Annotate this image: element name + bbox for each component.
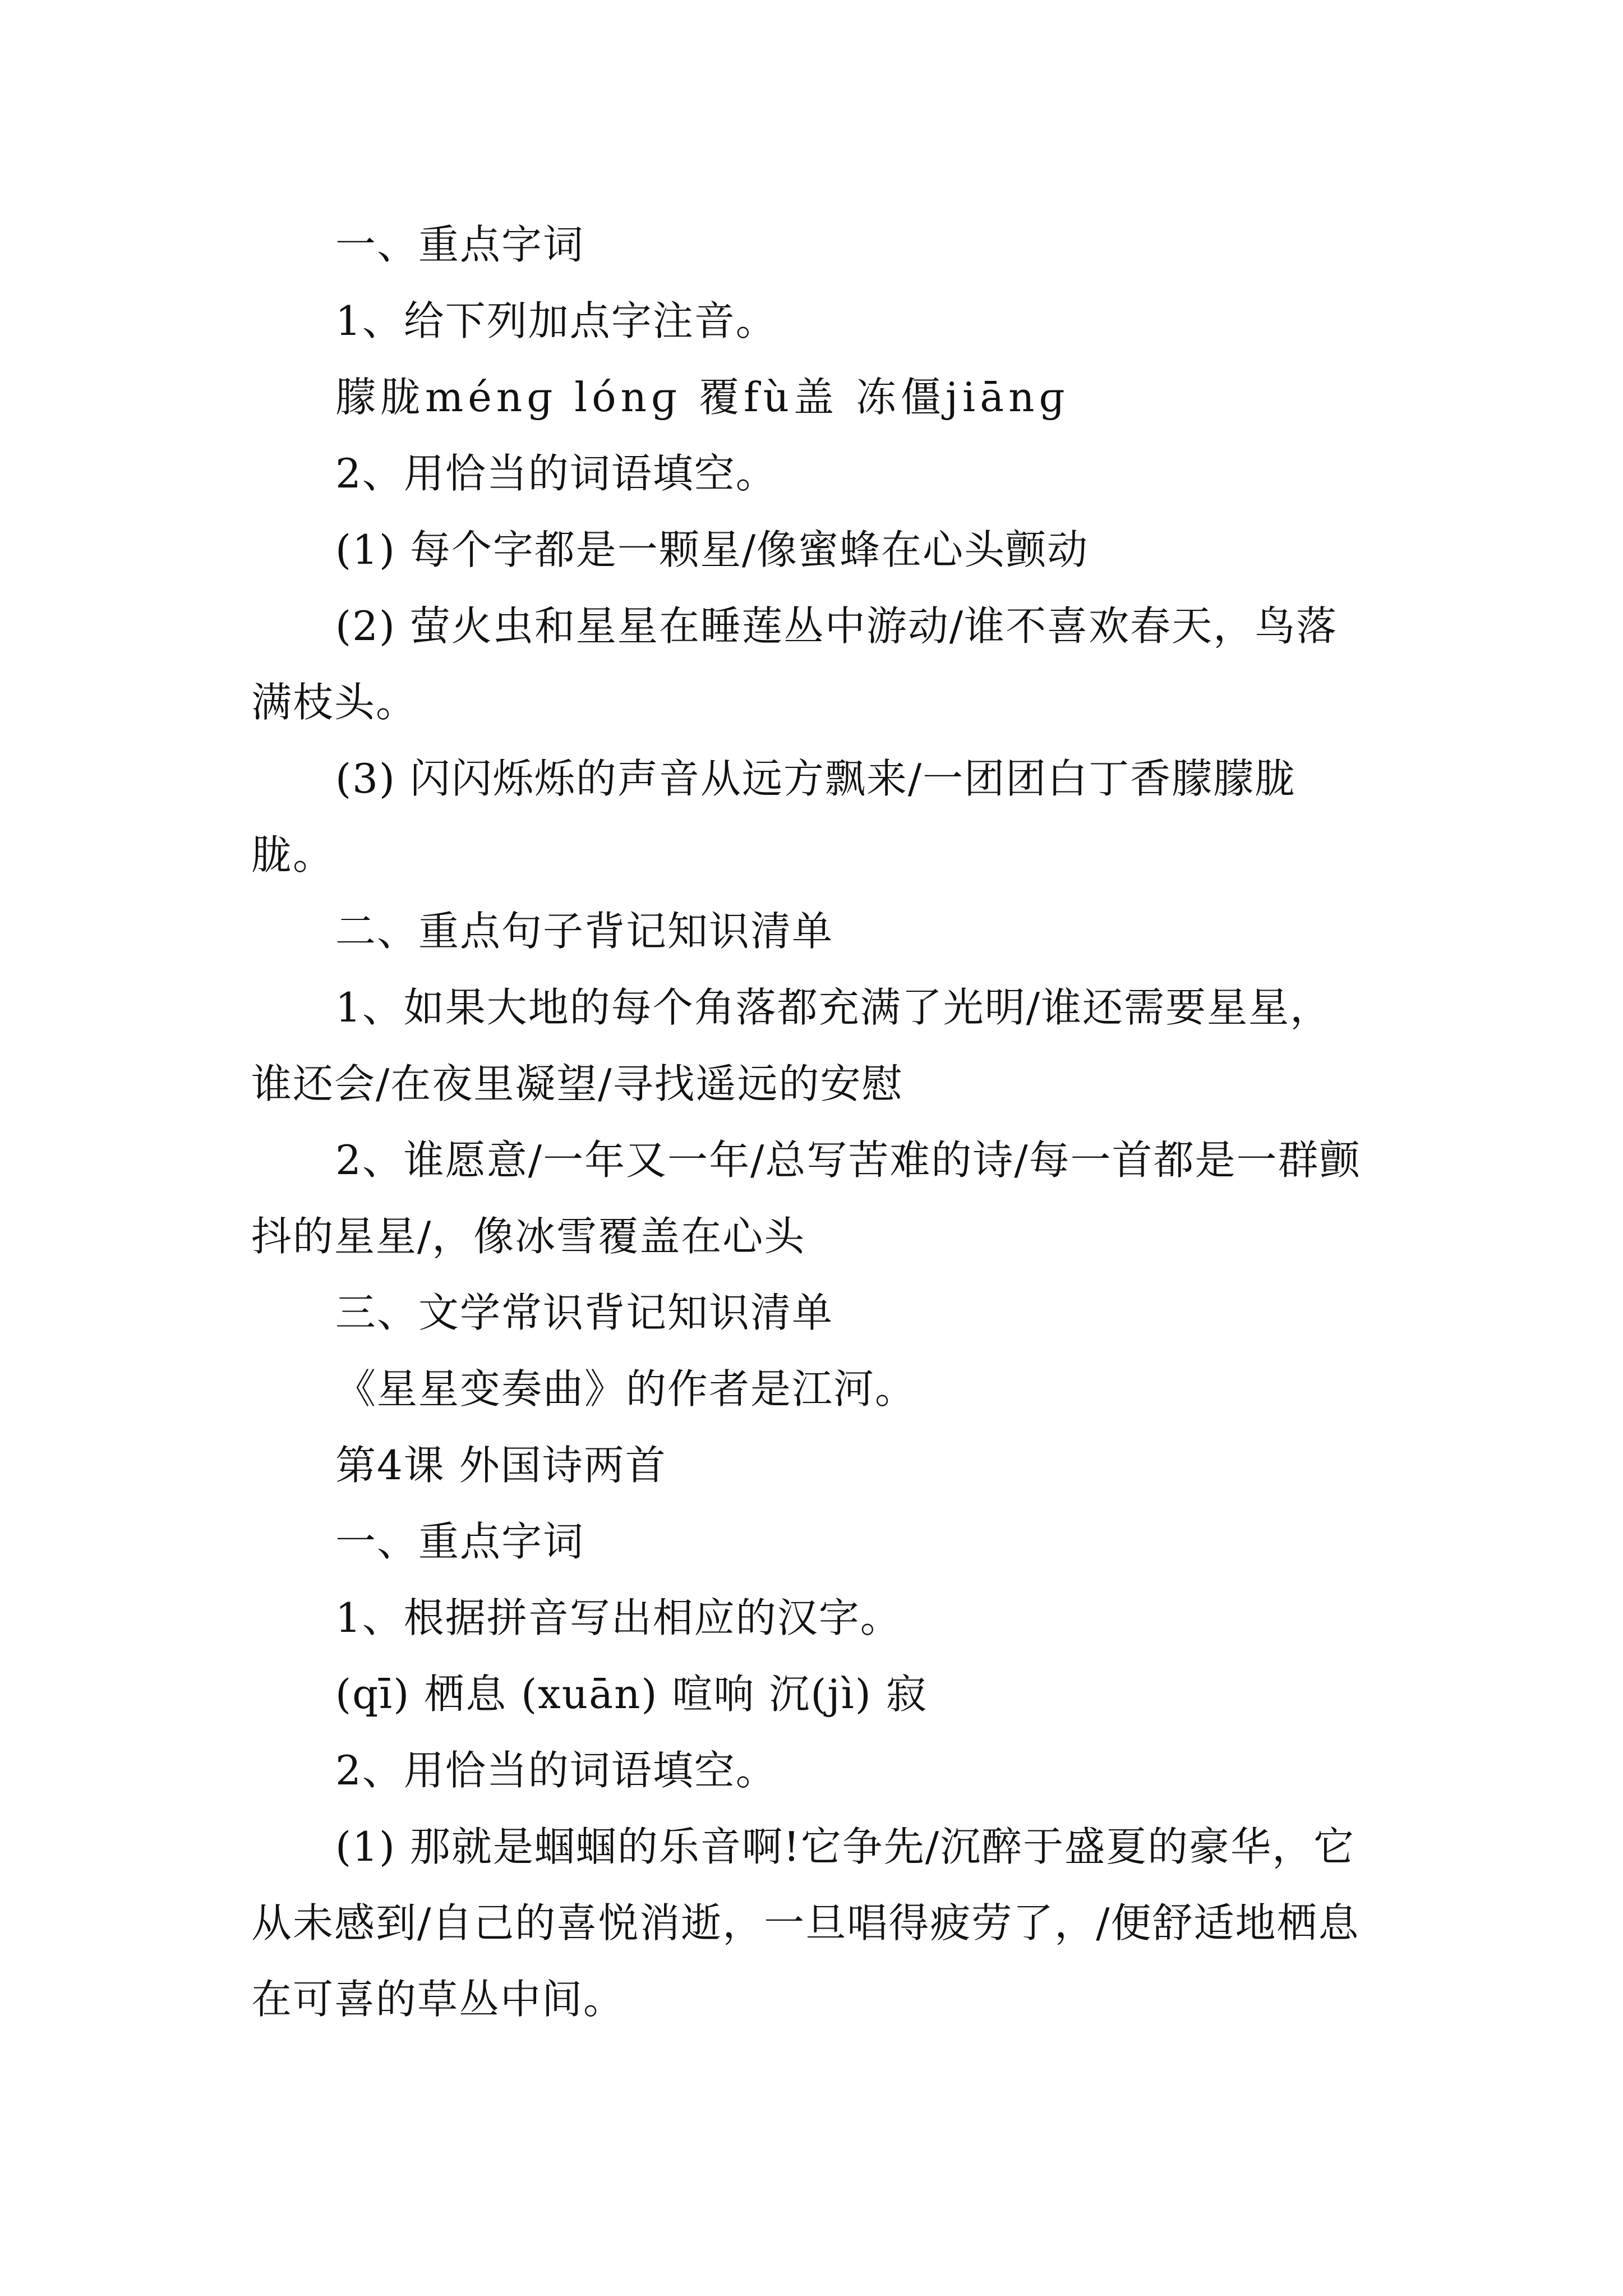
- lesson-title: 第4课 外国诗两首: [335, 1442, 667, 1489]
- sentence-item: 1、如果大地的每个角落都充满了光明/谁还需要星星，谁还会/在夜里凝望/寻找遥远的安慰: [251, 984, 1332, 1107]
- section-heading-key-words: 一、重点字词: [335, 1518, 585, 1565]
- section-heading-literature: 三、文学常识背记知识清单: [335, 1289, 834, 1336]
- exercise-instruction: 1、根据拼音写出相应的汉字。: [335, 1594, 902, 1641]
- pinyin-line: 朦胧ménɡ lónɡ 覆fù盖 冻僵jiānɡ: [335, 374, 1069, 421]
- exercise-instruction: 1、给下列加点字注音。: [335, 297, 777, 344]
- pinyin-line: (qī) 栖息 (xuān) 喧响 沉(jì) 寂: [335, 1671, 928, 1718]
- exercise-item: (1) 每个字都是一颗星/像蜜蜂在心头颤动: [335, 526, 1089, 573]
- exercise-instruction: 2、用恰当的词语填空。: [335, 1747, 777, 1794]
- exercise-instruction: 2、用恰当的词语填空。: [335, 450, 777, 497]
- literature-fact: 《星星变奏曲》的作者是江河。: [335, 1365, 917, 1412]
- exercise-item: (2) 萤火虫和星星在睡莲丛中游动/谁不喜欢春天，鸟落满枝头。: [251, 602, 1338, 726]
- exercise-item: (1) 那就是蝈蝈的乐音啊!它争先/沉醉于盛夏的豪华，它从未感到/自己的喜悦消逝，一旦唱得疲劳了，/便舒适地栖息在可喜的草丛中间。: [251, 1823, 1360, 2023]
- section-heading-key-sentences: 二、重点句子背记知识清单: [335, 908, 834, 955]
- exercise-item: (3) 闪闪烁烁的声音从远方飘来/一团团白丁香朦朦胧胧。: [251, 755, 1297, 878]
- section-heading-key-words: 一、重点字词: [335, 221, 585, 268]
- sentence-item: 2、谁愿意/一年又一年/总写苦难的诗/每一首都是一群颤抖的星星/，像冰雪覆盖在心头: [251, 1137, 1361, 1260]
- document-body: [251, 206, 1373, 2037]
